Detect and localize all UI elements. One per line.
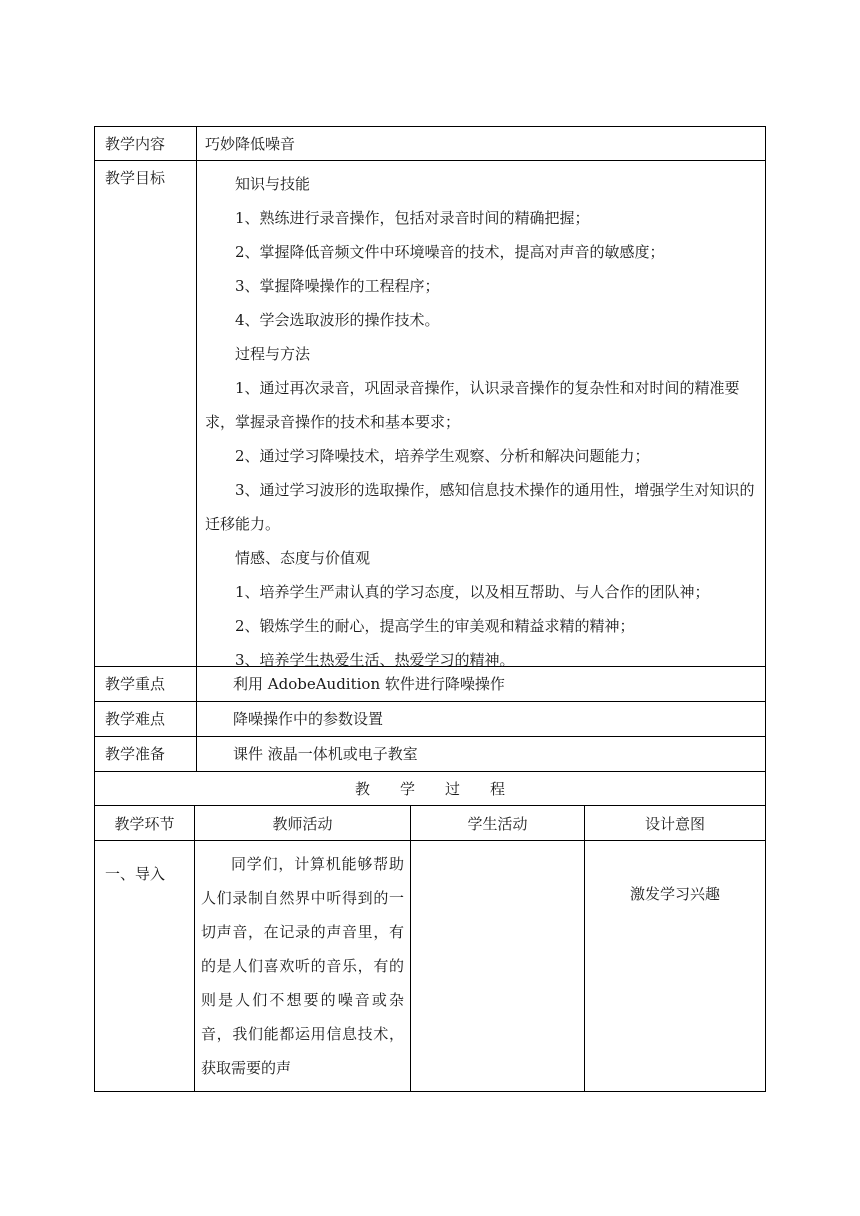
preparation-label: 教学准备 — [95, 737, 197, 771]
preparation-value: 课件 液晶一体机或电子教室 — [233, 745, 418, 763]
objective-item: 2、通过学习降噪技术，培养学生观察、分析和解决问题能力； — [235, 447, 650, 465]
intro-stage: 一、导入 — [95, 841, 195, 1091]
objectives-value — [197, 161, 765, 669]
header-purpose: 设计意图 — [644, 814, 705, 833]
objective-item: 1、培养学生严肃认真的学习态度，以及相互帮助、与人合作的团队神； — [235, 583, 710, 601]
content-value: 巧妙降低噪音 — [205, 135, 296, 153]
difficulties-row — [94, 702, 766, 737]
intro-teacher-text: 同学们，计算机能够帮助人们录制自然界中听得到的一切声音，在记录的声音里，有的是人们喜欢听的音乐，有的则是人们不想要的噪音或杂音，我们能都运用信息技术，获取需要的声 — [201, 855, 404, 1077]
objectives-row — [94, 161, 766, 667]
objective-item: 3、通过学习波形的选取操作，感知信息技术操作的通用性，增强学生对知识的迁移能力。 — [205, 481, 755, 533]
process-header-row — [94, 806, 766, 841]
intro-purpose: 激发学习兴趣 — [629, 885, 720, 903]
objective-item: 3、培养学生热爱生活、热爱学习的精神。 — [235, 651, 515, 669]
objective-item: 3、掌握降噪操作的工程程序； — [235, 277, 440, 295]
intro-row — [94, 841, 766, 1092]
intro-student — [411, 841, 585, 1091]
content-row — [94, 126, 766, 161]
header-student: 学生活动 — [411, 806, 585, 840]
lesson-plan-table — [94, 126, 766, 1092]
objectives-label: 教学目标 — [95, 161, 197, 666]
header-teacher: 教师活动 — [195, 806, 411, 840]
difficulties-value: 降噪操作中的参数设置 — [233, 710, 384, 728]
intro-teacher-cell — [195, 841, 411, 1091]
objective-item: 2、锻炼学生的耐心，提高学生的审美观和精益求精的精神； — [235, 617, 635, 635]
objective-heading: 知识与技能 — [235, 175, 311, 193]
header-stage: 教学环节 — [95, 806, 195, 840]
key-points-label: 教学重点 — [95, 667, 197, 701]
difficulties-label: 教学难点 — [95, 702, 197, 736]
content-label: 教学内容 — [95, 127, 197, 160]
objective-item: 1、通过再次录音，巩固录音操作，认识录音操作的复杂性和对时间的精准要求，掌握录音操作的技术和基本要求； — [205, 379, 740, 431]
objective-heading: 过程与方法 — [235, 345, 311, 363]
objective-item: 1、熟练进行录音操作，包括对录音时间的精确把握； — [235, 209, 590, 227]
key-points-value: 利用 AdobeAudition 软件进行降噪操作 — [233, 675, 505, 693]
objective-item: 2、掌握降低音频文件中环境噪音的技术，提高对声音的敏感度； — [235, 243, 665, 261]
process-title: 教学过程 — [94, 772, 766, 806]
key-points-row — [94, 667, 766, 702]
objective-item: 4、学会选取波形的操作技术。 — [235, 311, 440, 329]
objective-heading: 情感、态度与价值观 — [235, 549, 371, 567]
preparation-row — [94, 737, 766, 772]
